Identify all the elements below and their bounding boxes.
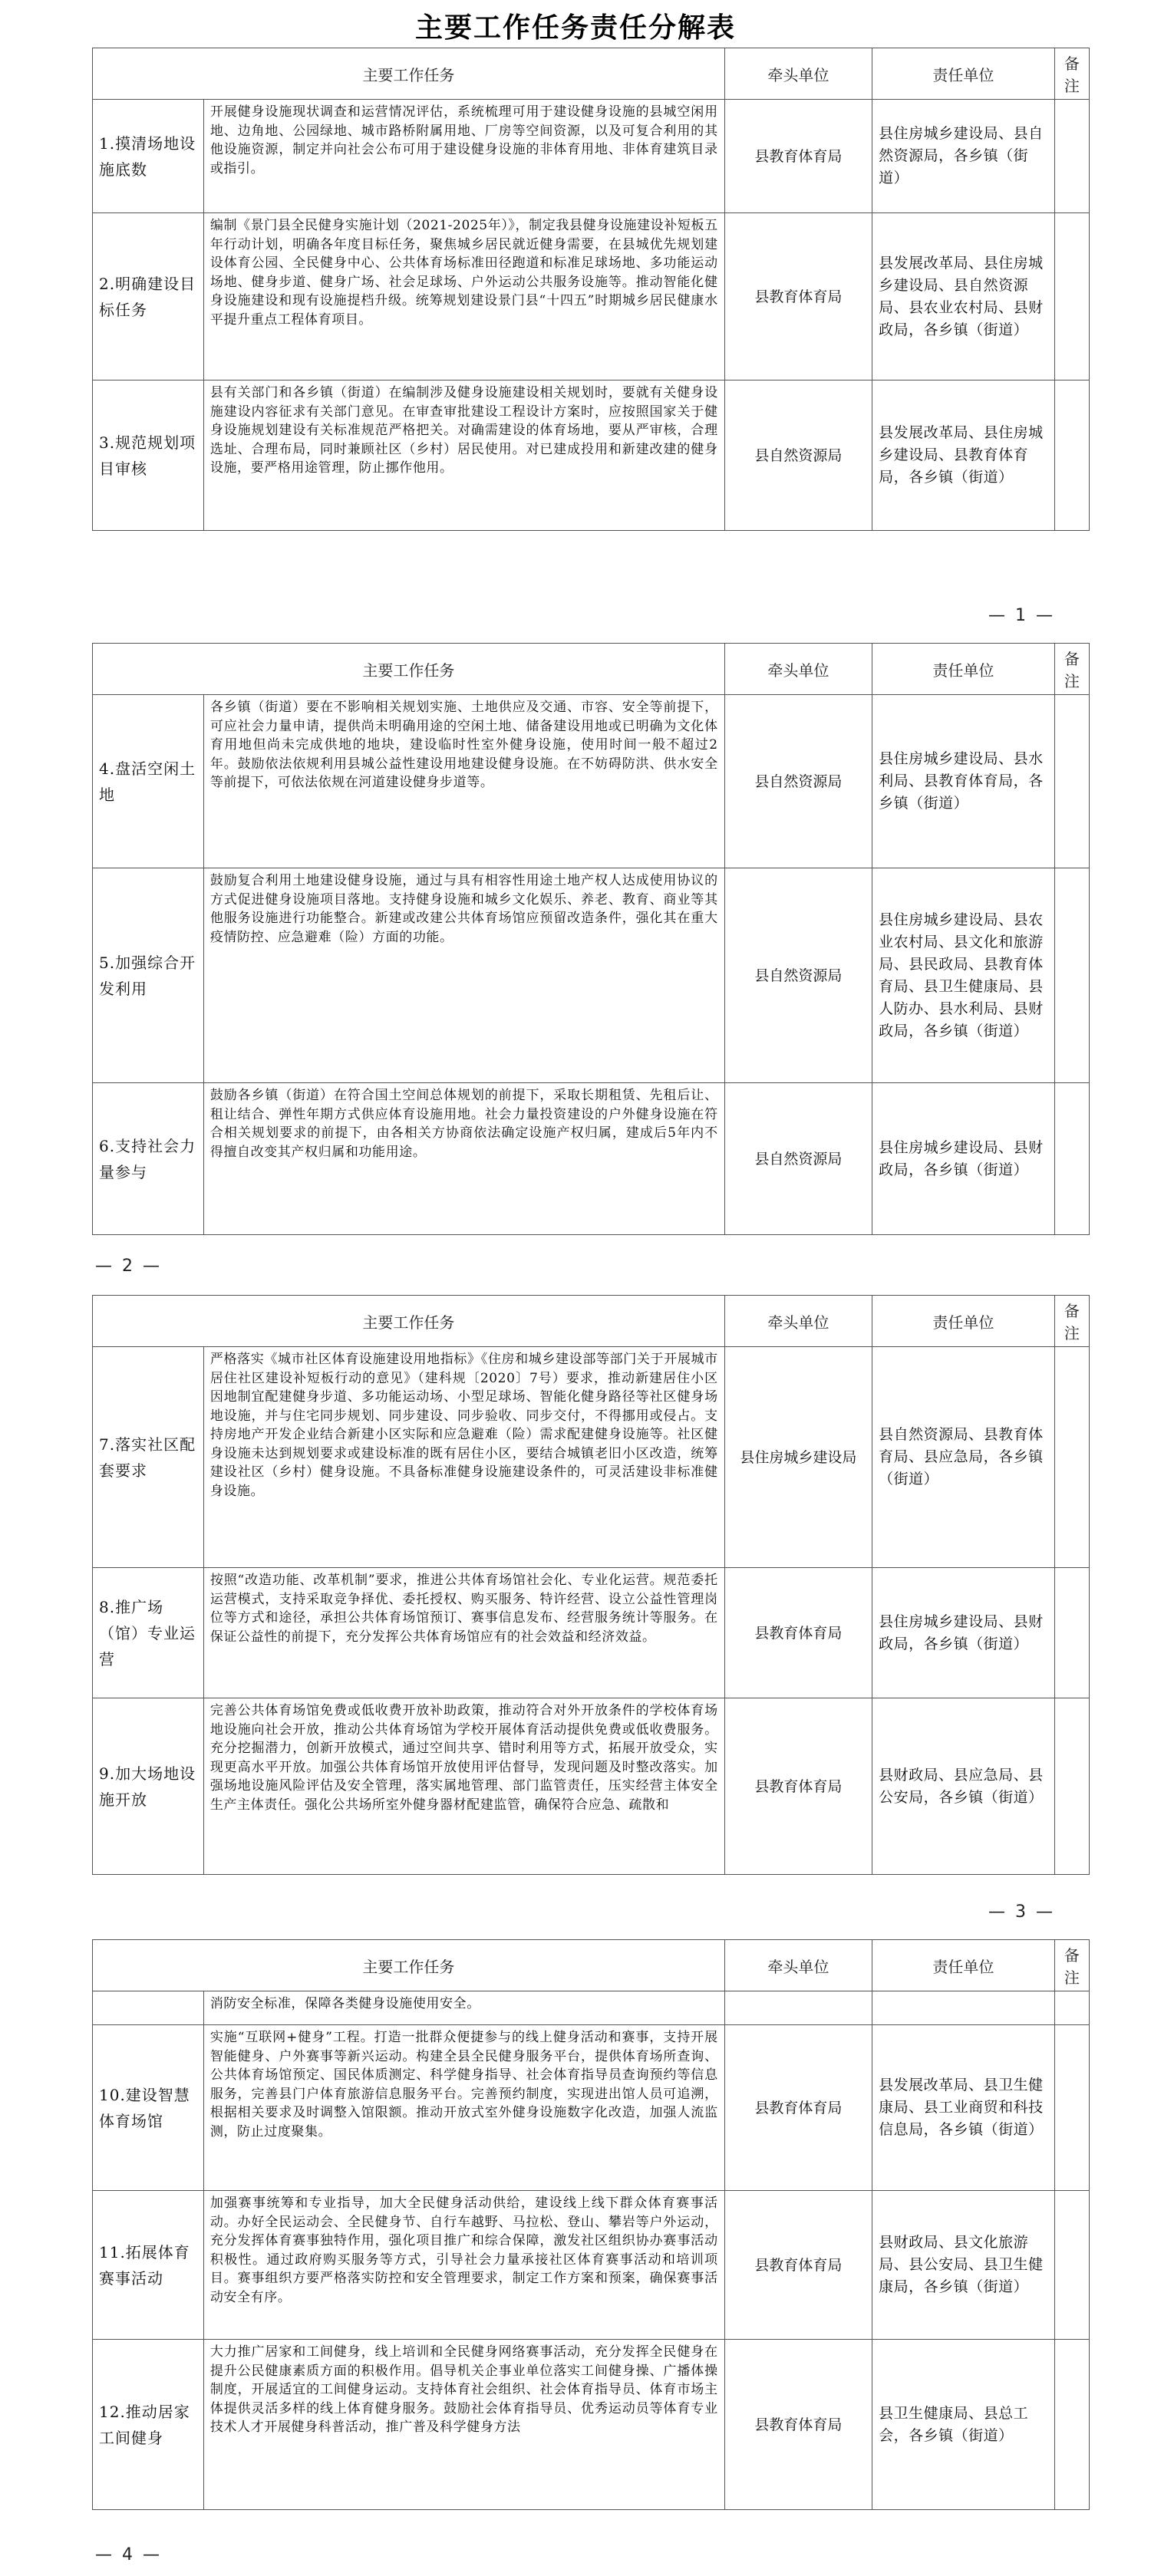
note-cell [1054, 2340, 1089, 2510]
header-responsible: 责任单位 [872, 1940, 1055, 1991]
note-cell [1054, 1568, 1089, 1698]
responsible-units: 县住房城乡建设局、县财政局，各乡镇（街道） [872, 1568, 1055, 1698]
table-row [93, 380, 1090, 531]
note-cell [1054, 695, 1089, 868]
task-name: 9.加大场地设施开放 [93, 1698, 204, 1875]
responsible-units: 县住房城乡建设局、县农业农村局、县文化和旅游局、县民政局、县教育体育局、县卫生健康局、县人防办、县水利局、县财政局，各乡镇（街道） [872, 868, 1055, 1083]
task-description: 按照“改造功能、改革机制”要求，推进公共体育场馆社会化、专业化运营。规范委托运营模式，支持采取竞争择优、委托授权、购买服务、特许经营、设立公益性管理岗位等方式和途径，承担公共体育场馆预订、赛事信息发布、经营服务统计等服务。在保证公益性的前提下，充分发挥公共体育场馆应有的社会效益和经济效益。 [203, 1568, 724, 1698]
task-description: 鼓励各乡镇（街道）在符合国土空间总体规划的前提下，采取长期租赁、先租后让、租让结合、弹性年期方式供应体育设施用地。社会力量投资建设的户外健身设施在符合相关规划要求的前提下，由各相关方协商依法确定设施产权归属，建成后5年内不得擅自改变其产权归属和功能用途。 [203, 1083, 724, 1235]
header-lead: 牵头单位 [724, 48, 872, 100]
header-task: 主要工作任务 [93, 48, 725, 100]
table-header-row [93, 644, 1090, 695]
note-cell [1054, 868, 1089, 1083]
header-note: 备注 [1054, 1296, 1089, 1347]
lead-unit [724, 1991, 872, 2025]
lead-unit: 县自然资源局 [724, 868, 872, 1083]
task-name: 3.规范规划项目审核 [93, 380, 204, 531]
note-cell [1054, 100, 1089, 213]
task-description: 实施“互联网+健身”工程。打造一批群众便捷参与的线上健身活动和赛事，支持开展智能健身、户外赛事等新兴运动。构建全县全民健身服务平台，提供体育场所查询、公共体育场馆预定、国民体质测定、科学健身指导、社会体育指导员查询预约等信息服务，完善县门户体育旅游信息服务平台。完善预约制度，实现进出馆人员可追溯，根据相关要求及时调整入馆限额。推动开放式室外健身设施数字化改造，加强人流监测，防止过度聚集。 [203, 2025, 724, 2191]
table-row [93, 1347, 1090, 1568]
responsible-units: 县财政局、县应急局、县公安局，各乡镇（街道） [872, 1698, 1055, 1875]
responsible-units: 县自然资源局、县教育体育局、县应急局，各乡镇（街道） [872, 1347, 1055, 1568]
header-responsible: 责任单位 [872, 48, 1055, 100]
responsible-units: 县住房城乡建设局、县财政局，各乡镇（街道） [872, 1083, 1055, 1235]
header-responsible: 责任单位 [872, 644, 1055, 695]
header-task: 主要工作任务 [93, 644, 725, 695]
task-description: 消防安全标准，保障各类健身设施使用安全。 [203, 1991, 724, 2025]
table-row [93, 1991, 1090, 2025]
page-number: — 1 — [988, 606, 1055, 625]
page-4-table [92, 1939, 1090, 2510]
table-header-row [93, 1296, 1090, 1347]
lead-unit: 县住房城乡建设局 [724, 1347, 872, 1568]
page-1-table [92, 48, 1090, 531]
note-cell [1054, 1083, 1089, 1235]
responsible-units: 县发展改革局、县卫生健康局、县工业商贸和科技信息局，各乡镇（街道） [872, 2025, 1055, 2191]
task-name: 8.推广场（馆）专业运营 [93, 1568, 204, 1698]
table-row [93, 100, 1090, 213]
task-name [93, 1991, 204, 2025]
responsible-units: 县财政局、县文化旅游局、县公安局、县卫生健康局，各乡镇（街道） [872, 2191, 1055, 2340]
task-name: 1.摸清场地设施底数 [93, 100, 204, 213]
note-cell [1054, 1347, 1089, 1568]
responsible-units: 县住房城乡建设局、县自然资源局，各乡镇（街道） [872, 100, 1055, 213]
note-cell [1054, 2025, 1089, 2191]
task-name: 7.落实社区配套要求 [93, 1347, 204, 1568]
header-lead: 牵头单位 [724, 1296, 872, 1347]
lead-unit: 县自然资源局 [724, 695, 872, 868]
table-row [93, 2025, 1090, 2191]
responsible-units: 县发展改革局、县住房城乡建设局、县教育体育局，各乡镇（街道） [872, 380, 1055, 531]
task-name: 11.拓展体育赛事活动 [93, 2191, 204, 2340]
table-row [93, 1083, 1090, 1235]
responsible-units [872, 1991, 1055, 2025]
table-header-row [93, 1940, 1090, 1991]
task-description: 编制《景门县全民健身实施计划（2021-2025年）》，制定我县健身设施建设补短板五年行动计划，明确各年度目标任务，聚焦城乡居民就近健身需要，在县城优先规划建设体育公园、全民健身中心、公共体育场标准田径跑道和标准足球场地、多功能运动场地、健身步道、健身广场、社会足球场、户外运动公共服务设施等。推动智能化健身设施建设和现有设施提档升级。统筹规划建设景门县“十四五”时期城乡居民健康水平提升重点工程体育项目。 [203, 213, 724, 380]
task-name: 5.加强综合开发利用 [93, 868, 204, 1083]
table-header-row [93, 48, 1090, 100]
lead-unit: 县教育体育局 [724, 213, 872, 380]
note-cell [1054, 1698, 1089, 1875]
page-2-table [92, 643, 1090, 1235]
note-cell [1054, 380, 1089, 531]
table-row [93, 2191, 1090, 2340]
table-row [93, 868, 1090, 1083]
lead-unit: 县教育体育局 [724, 2340, 872, 2510]
header-note: 备注 [1054, 48, 1089, 100]
responsible-units: 县住房城乡建设局、县水利局、县教育体育局，各乡镇（街道） [872, 695, 1055, 868]
task-description: 大力推广居家和工间健身，线上培训和全民健身网络赛事活动，充分发挥全民健身在提升公民健康素质方面的积极作用。倡导机关企事业单位落实工间健身操、广播体操制度，开展适宜的工间健身运动。支持体育社会组织、社会体育指导员、体育市场主体提供灵活多样的线上体育健身服务。鼓励社会体育指导员、优秀运动员等体育专业技术人才开展健身科普活动，推广普及科学健身方法 [203, 2340, 724, 2510]
page-number: — 2 — [95, 1257, 162, 1276]
lead-unit: 县自然资源局 [724, 1083, 872, 1235]
page-number: — 4 — [95, 2545, 162, 2564]
note-cell [1054, 213, 1089, 380]
responsible-units: 县发展改革局、县住房城乡建设局、县自然资源局、县农业农村局、县财政局，各乡镇（街道） [872, 213, 1055, 380]
lead-unit: 县教育体育局 [724, 100, 872, 213]
task-description: 严格落实《城市社区体育设施建设用地指标》《住房和城乡建设部等部门关于开展城市居住社区建设补短板行动的意见》（建科规〔2020〕7号）要求，推动新建居住小区因地制宜配建健身步道、多功能运动场、小型足球场、智能化健身路径等社区健身场地设施，并与住宅同步规划、同步建设、同步验收、同步交付，不得挪用或侵占。支持房地产开发企业结合新建小区实际和应急避难（险）需求配建健身设施等。社区健身设施未达到规划要求或建设标准的既有居住小区，要结合城镇老旧小区改造，统筹建设社区（乡村）健身设施。不具备标准健身设施建设条件的，可灵活建设非标准健身设施。 [203, 1347, 724, 1568]
task-description: 鼓励复合利用土地建设健身设施，通过与具有相容性用途土地产权人达成使用协议的方式促进健身设施项目落地。支持健身设施和城乡文化娱乐、养老、教育、商业等其他服务设施进行功能整合。新建或改建公共体育场馆应预留改造条件，强化其在重大疫情防控、应急避难（险）方面的功能。 [203, 868, 724, 1083]
page-3-table [92, 1295, 1090, 1875]
lead-unit: 县教育体育局 [724, 2025, 872, 2191]
lead-unit: 县自然资源局 [724, 380, 872, 531]
document-title: 主要工作任务责任分解表 [414, 12, 736, 44]
task-description: 开展健身设施现状调查和运营情况评估，系统梳理可用于建设健身设施的县城空闲用地、边角地、公园绿地、城市路桥附属用地、厂房等空间资源，以及可复合利用的其他设施资源，制定并向社会公布可用于建设健身设施的非体育用地、非体育建筑目录或指引。 [203, 100, 724, 213]
task-name: 2.明确建设目标任务 [93, 213, 204, 380]
lead-unit: 县教育体育局 [724, 1568, 872, 1698]
table-row [93, 2340, 1090, 2510]
lead-unit: 县教育体育局 [724, 2191, 872, 2340]
lead-unit: 县教育体育局 [724, 1698, 872, 1875]
header-note: 备注 [1054, 644, 1089, 695]
task-name: 10.建设智慧体育场馆 [93, 2025, 204, 2191]
header-lead: 牵头单位 [724, 644, 872, 695]
task-description: 完善公共体育场馆免费或低收费开放补助政策，推动符合对外开放条件的学校体育场地设施向社会开放，推动公共体育场馆为学校开展体育活动提供免费或低收费服务。充分挖掘潜力，创新开放模式，通过空间共享、错时利用等方式，拓展开放受众，实现更高水平开放。加强公共体育场馆开放使用评估督导，发现问题及时整改落实。加强场地设施风险评估及安全管理，落实属地管理、部门监管责任，压实经营主体安全生产主体责任。强化公共场所室外健身器材配建监管，确保符合应急、疏散和 [203, 1698, 724, 1875]
table-row [93, 1568, 1090, 1698]
task-description: 各乡镇（街道）要在不影响相关规划实施、土地供应及交通、市容、安全等前提下，可应社会力量申请，提供尚未明确用途的空闲土地、储备建设用地或已明确为文化体育用地但尚未完成供地的地块，建设临时性室外健身设施，使用时间一般不超过2年。鼓励依法依规利用县城公益性建设用地建设健身设施。在不妨碍防洪、供水安全等前提下，可依法依规在河道建设健身步道等。 [203, 695, 724, 868]
table-row [93, 1698, 1090, 1875]
task-name: 12.推动居家工间健身 [93, 2340, 204, 2510]
table-row [93, 213, 1090, 380]
page-number: — 3 — [988, 1902, 1055, 1922]
header-note: 备注 [1054, 1940, 1089, 1991]
header-responsible: 责任单位 [872, 1296, 1055, 1347]
header-lead: 牵头单位 [724, 1940, 872, 1991]
note-cell [1054, 2191, 1089, 2340]
table-row [93, 695, 1090, 868]
header-task: 主要工作任务 [93, 1940, 725, 1991]
task-description: 加强赛事统筹和专业指导，加大全民健身活动供给，建设线上线下群众体育赛事活动。办好全民运动会、全民健身节、自行车越野、马拉松、登山、攀岩等户外运动，充分发挥体育赛事独特作用，强化项目推广和综合保障，激发社区组织协办赛事活动积极性。通过政府购买服务等方式，引导社会力量承接社区体育赛事活动和培训项目。赛事组织方要严格落实防控和安全管理要求，制定工作方案和预案，确保赛事活动安全有序。 [203, 2191, 724, 2340]
task-description: 县有关部门和各乡镇（街道）在编制涉及健身设施建设相关规划时，要就有关健身设施建设内容征求有关部门意见。在审查审批建设工程设计方案时，应按照国家关于健身设施规划建设有关标准规范严格把关。对确需建设的体育场地，要从严审核，合理选址、合理布局，同时兼顾社区（乡村）居民使用。对已建成投用和新建改建的健身设施，要严格用途管理，防止挪作他用。 [203, 380, 724, 531]
responsible-units: 县卫生健康局、县总工会，各乡镇（街道） [872, 2340, 1055, 2510]
note-cell [1054, 1991, 1089, 2025]
task-name: 4.盘活空闲土地 [93, 695, 204, 868]
task-name: 6.支持社会力量参与 [93, 1083, 204, 1235]
header-task: 主要工作任务 [93, 1296, 725, 1347]
